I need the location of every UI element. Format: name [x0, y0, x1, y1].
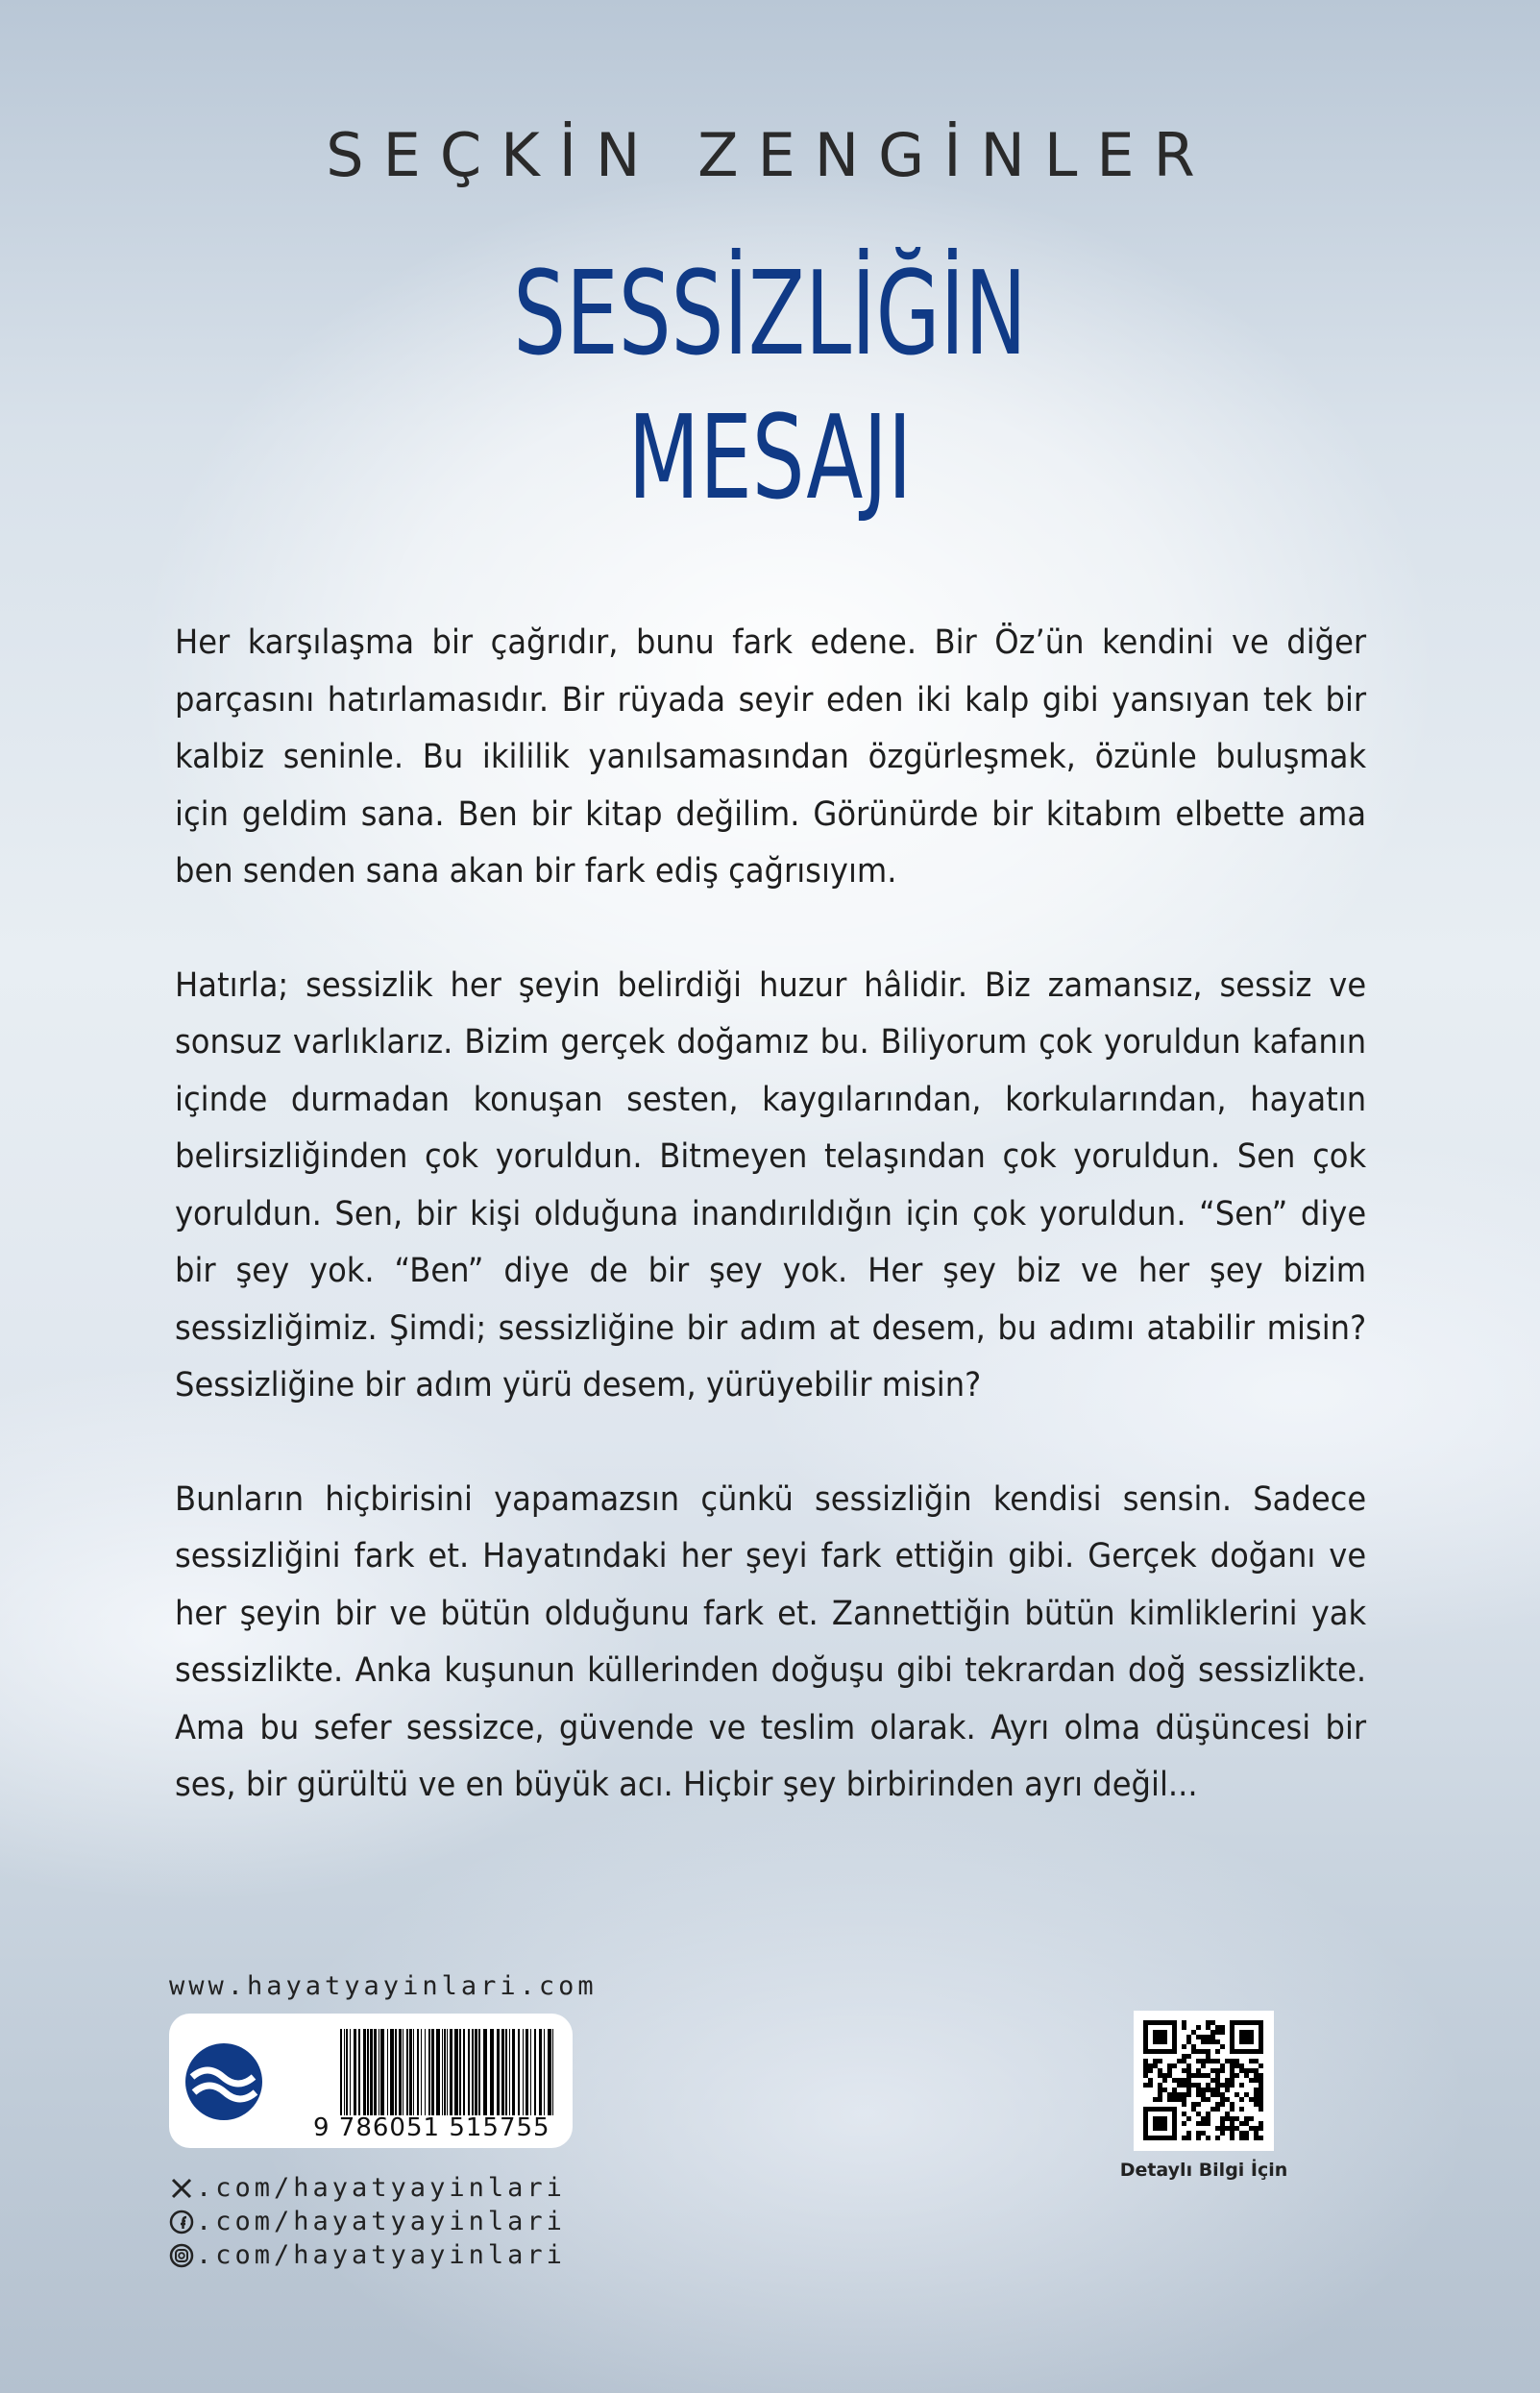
publisher-logo-icon — [184, 2042, 263, 2121]
author-name: SEÇKİN ZENGİNLER — [326, 120, 1214, 190]
qr-caption: Detaylı Bilgi İçin — [1119, 2160, 1288, 2181]
social-facebook[interactable] — [169, 2207, 566, 2236]
qr-code-icon — [1134, 2011, 1274, 2151]
blurb-paragraph-3: Bunların hiçbirisini yapamazsın çünkü sessizliğin kendisi sensin. Sadece sessizliğini fark et. Hayatındaki her şeyi fark ettiğin gibi. Gerçek doğanı ve her şeyin bir ve bütün olduğunu fark et. Zannettiğin bütün kimliklerini yak sessizlikte. Anka kuşunun küllerinden doğuşu gibi tekrardan doğ sessizlikte. Ama bu sefer sessizce, güvende ve teslim olarak. Ayrı olma düşüncesi bir ses, bir gürültü ve en büyük acı. Hiçbir şey birbirinden ayrı değil... — [175, 1479, 1367, 1804]
social-x-handle: .com/hayatyayinlari — [196, 2173, 566, 2203]
blurb-paragraph-1: Her karşılaşma bir çağrıdır, bunu fark edene. Bir Öz’ün kendini ve diğer parçasını hatırlamasıdır. Bir rüyada seyir eden iki kalp gibi yansıyan tek bir kalbiz seninle. Bu ikililik yanılsamasından özgürleşmek, özünle buluşmak için geldim sana. Ben bir kitap değilim. Görünürde bir kitabım elbette ama ben senden sana akan bir fark ediş çağrısıyım. — [175, 623, 1367, 891]
blurb-paragraph-2: Hatırla; sessizlik her şeyin belirdiği huzur hâlidir. Biz zamansız, sessiz ve sonsuz varlıklarız. Bizim gerçek doğamız bu. Biliyorum çok yoruldun kafanın içinde durmadan konuşan sesten, kaygılarından, korkularından, hayatın belirsizliğinden çok yoruldun. Bitmeyen telaşından çok yoruldun. Sen çok yoruldun. Sen, bir kişi olduğuna inandırıldığın için çok yoruldun. “Sen” diye bir şey yok. “Ben” diye de bir şey yok. Her şey biz ve her şey bizim sessizliğimiz. Şimdi; sessizliğine bir adım at desem, bu adımı atabilir misin? Sessizliğine bir adım yürü desem, yürüyebilir misin? — [175, 965, 1367, 1404]
isbn-number: 9 786051 515755 — [313, 2113, 550, 2142]
book-title-line-2: MESAJI — [627, 392, 913, 525]
qr-code[interactable] — [1134, 2011, 1274, 2151]
social-facebook-handle: .com/hayatyayinlari — [196, 2207, 566, 2236]
social-instagram[interactable] — [169, 2240, 566, 2270]
instagram-icon — [169, 2243, 194, 2268]
barcode-panel — [169, 2014, 573, 2148]
social-x[interactable] — [169, 2173, 566, 2203]
x-icon — [169, 2176, 194, 2201]
social-instagram-handle: .com/hayatyayinlari — [196, 2240, 566, 2270]
book-title-line-1: SESSİZLİĞİN — [513, 248, 1027, 381]
publisher-website[interactable]: www.hayatyayinlari.com — [169, 1971, 598, 2001]
blurb — [175, 615, 1366, 1871]
barcode-icon — [338, 2029, 557, 2115]
facebook-icon — [169, 2210, 194, 2234]
